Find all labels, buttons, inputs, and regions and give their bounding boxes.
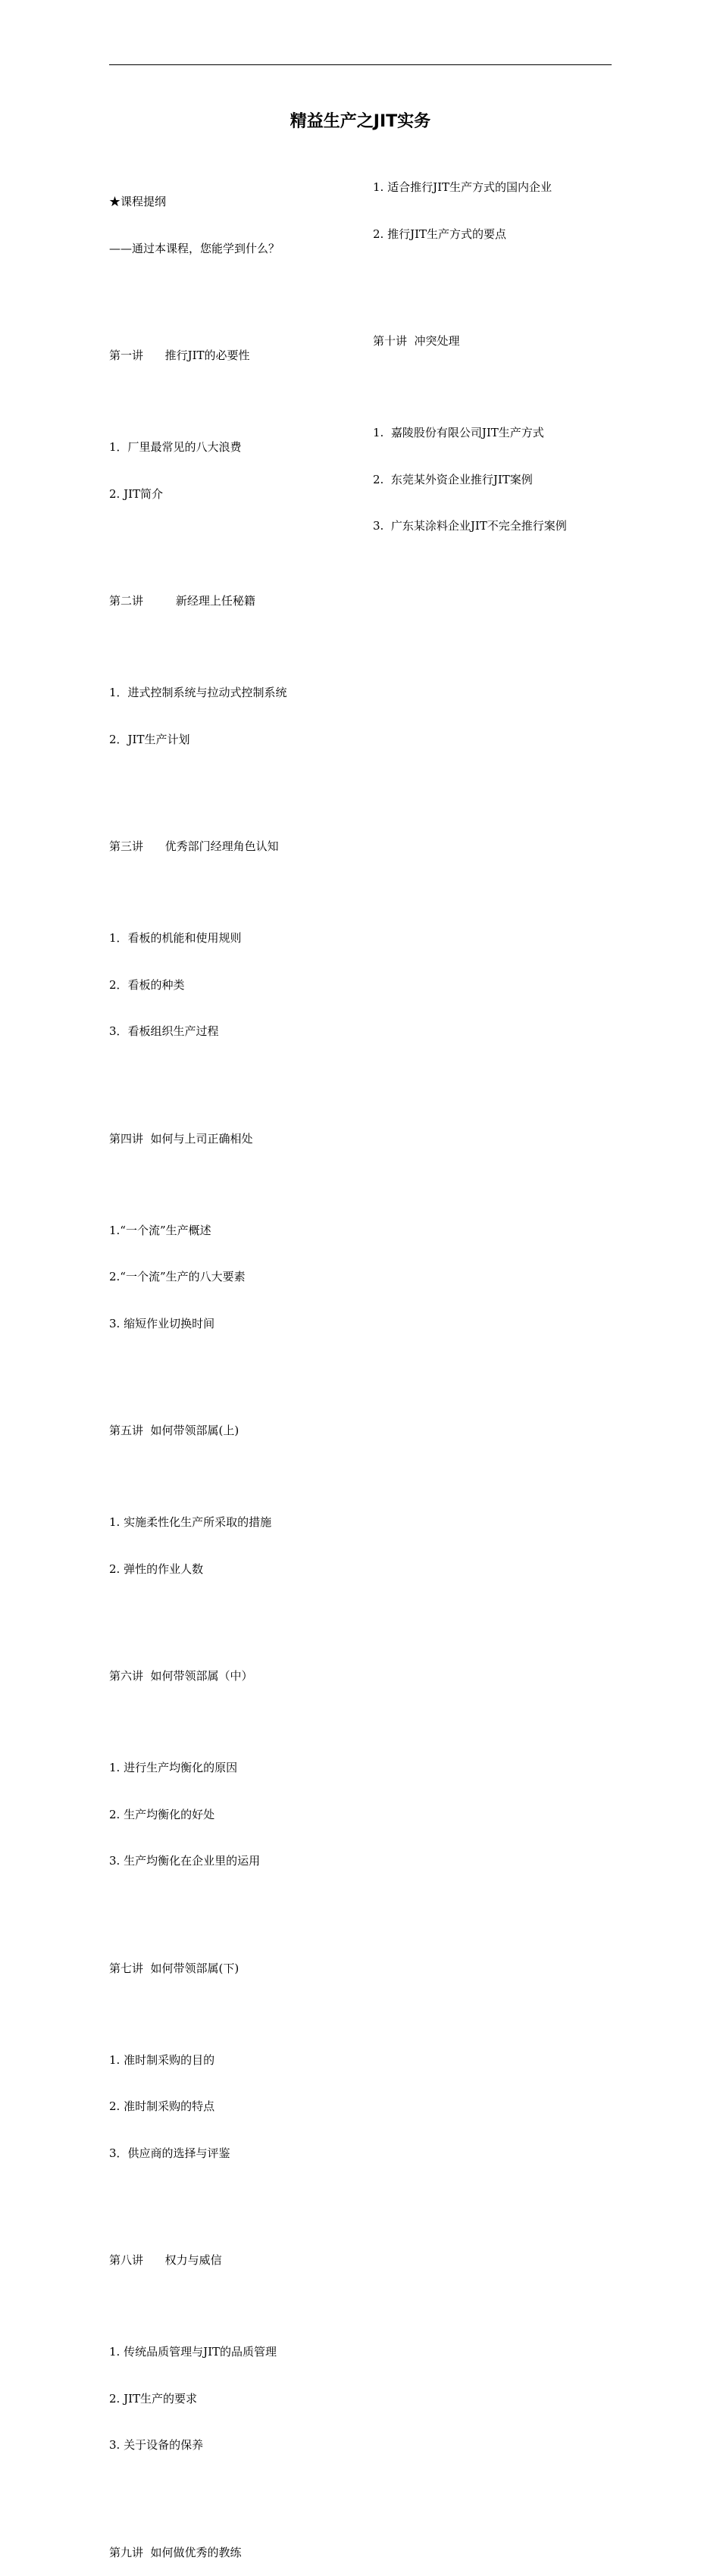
course-outline-subheading: ——通过本课程，您能学到什么？ [109,241,280,255]
lecture-title: 第八讲 权力与威信 [109,2253,222,2267]
lecture-title: 第十讲 冲突处理 [373,334,460,348]
list-item: 1．进式控制系统与拉动式控制系统 [109,686,287,699]
list-item: 2. 东莞某外资企业推行JIT案例 [373,472,533,486]
list-item: 2. JIT简介 [109,486,164,501]
list-item: 3. 广东某涂料企业JIT不完全推行案例 [373,519,567,533]
list-item: 3. 生产均衡化在企业里的运用 [109,1854,261,1868]
lecture-title: 第五讲 如何带领部属(上) [109,1424,239,1437]
list-item: 1. 传统品质管理与JIT的品质管理 [109,2345,277,2359]
document-title: 精益生产之JIT实务 [290,112,431,131]
list-item: 1. 适合推行JIT生产方式的国内企业 [373,180,553,194]
list-item: 2. 生产均衡化的好处 [109,1807,215,1821]
list-item: 2. 准时制采购的特点 [109,2099,215,2113]
left-column [109,163,367,2576]
list-item: 1．厂里最常见的八大浪费 [109,440,242,454]
list-item: 2. 弹性的作业人数 [109,1562,204,1576]
list-item: 1.“一个流”生产概述 [109,1223,211,1237]
list-item: 3．供应商的选择与评鉴 [109,2146,230,2160]
list-item: 1. 实施柔性化生产所采取的措施 [109,1515,272,1529]
lecture-title: 第一讲 推行JIT的必要性 [109,349,250,362]
lecture-title: 第三讲 优秀部门经理角色认知 [109,839,279,853]
right-column [373,148,615,549]
list-item: 2. 推行JIT生产方式的要点 [373,227,507,241]
list-item: 2．看板的种类 [109,977,185,992]
lecture-title: 第九讲 如何做优秀的教练 [109,2545,242,2559]
course-outline-heading: ★课程提纲 [109,195,167,208]
list-item: 1. 进行生产均衡化的原因 [109,1761,238,1774]
list-item: 1．看板的机能和使用规则 [109,931,242,945]
list-item: 3．看板组织生产过程 [109,1024,219,1038]
lecture-title: 第四讲 如何与上司正确相处 [109,1131,253,1146]
list-item: 1. 准时制采购的目的 [109,2052,215,2067]
list-item: 2.“一个流”生产的八大要素 [109,1270,246,1283]
list-item: 2. JIT生产的要求 [109,2391,198,2406]
list-item: 1. 嘉陵股份有限公司JIT生产方式 [373,426,544,439]
list-item: 3. 缩短作业切换时间 [109,1316,215,1330]
lecture-title: 第六讲 如何带领部属（中） [109,1669,253,1683]
header-rule [109,64,612,65]
lecture-title: 第七讲 如何带领部属(下) [109,1961,239,1975]
list-item: 3. 关于设备的保养 [109,2438,204,2452]
lecture-title: 第二讲 新经理上任秘籍 [109,594,255,608]
list-item: 2．JIT生产计划 [109,732,190,746]
